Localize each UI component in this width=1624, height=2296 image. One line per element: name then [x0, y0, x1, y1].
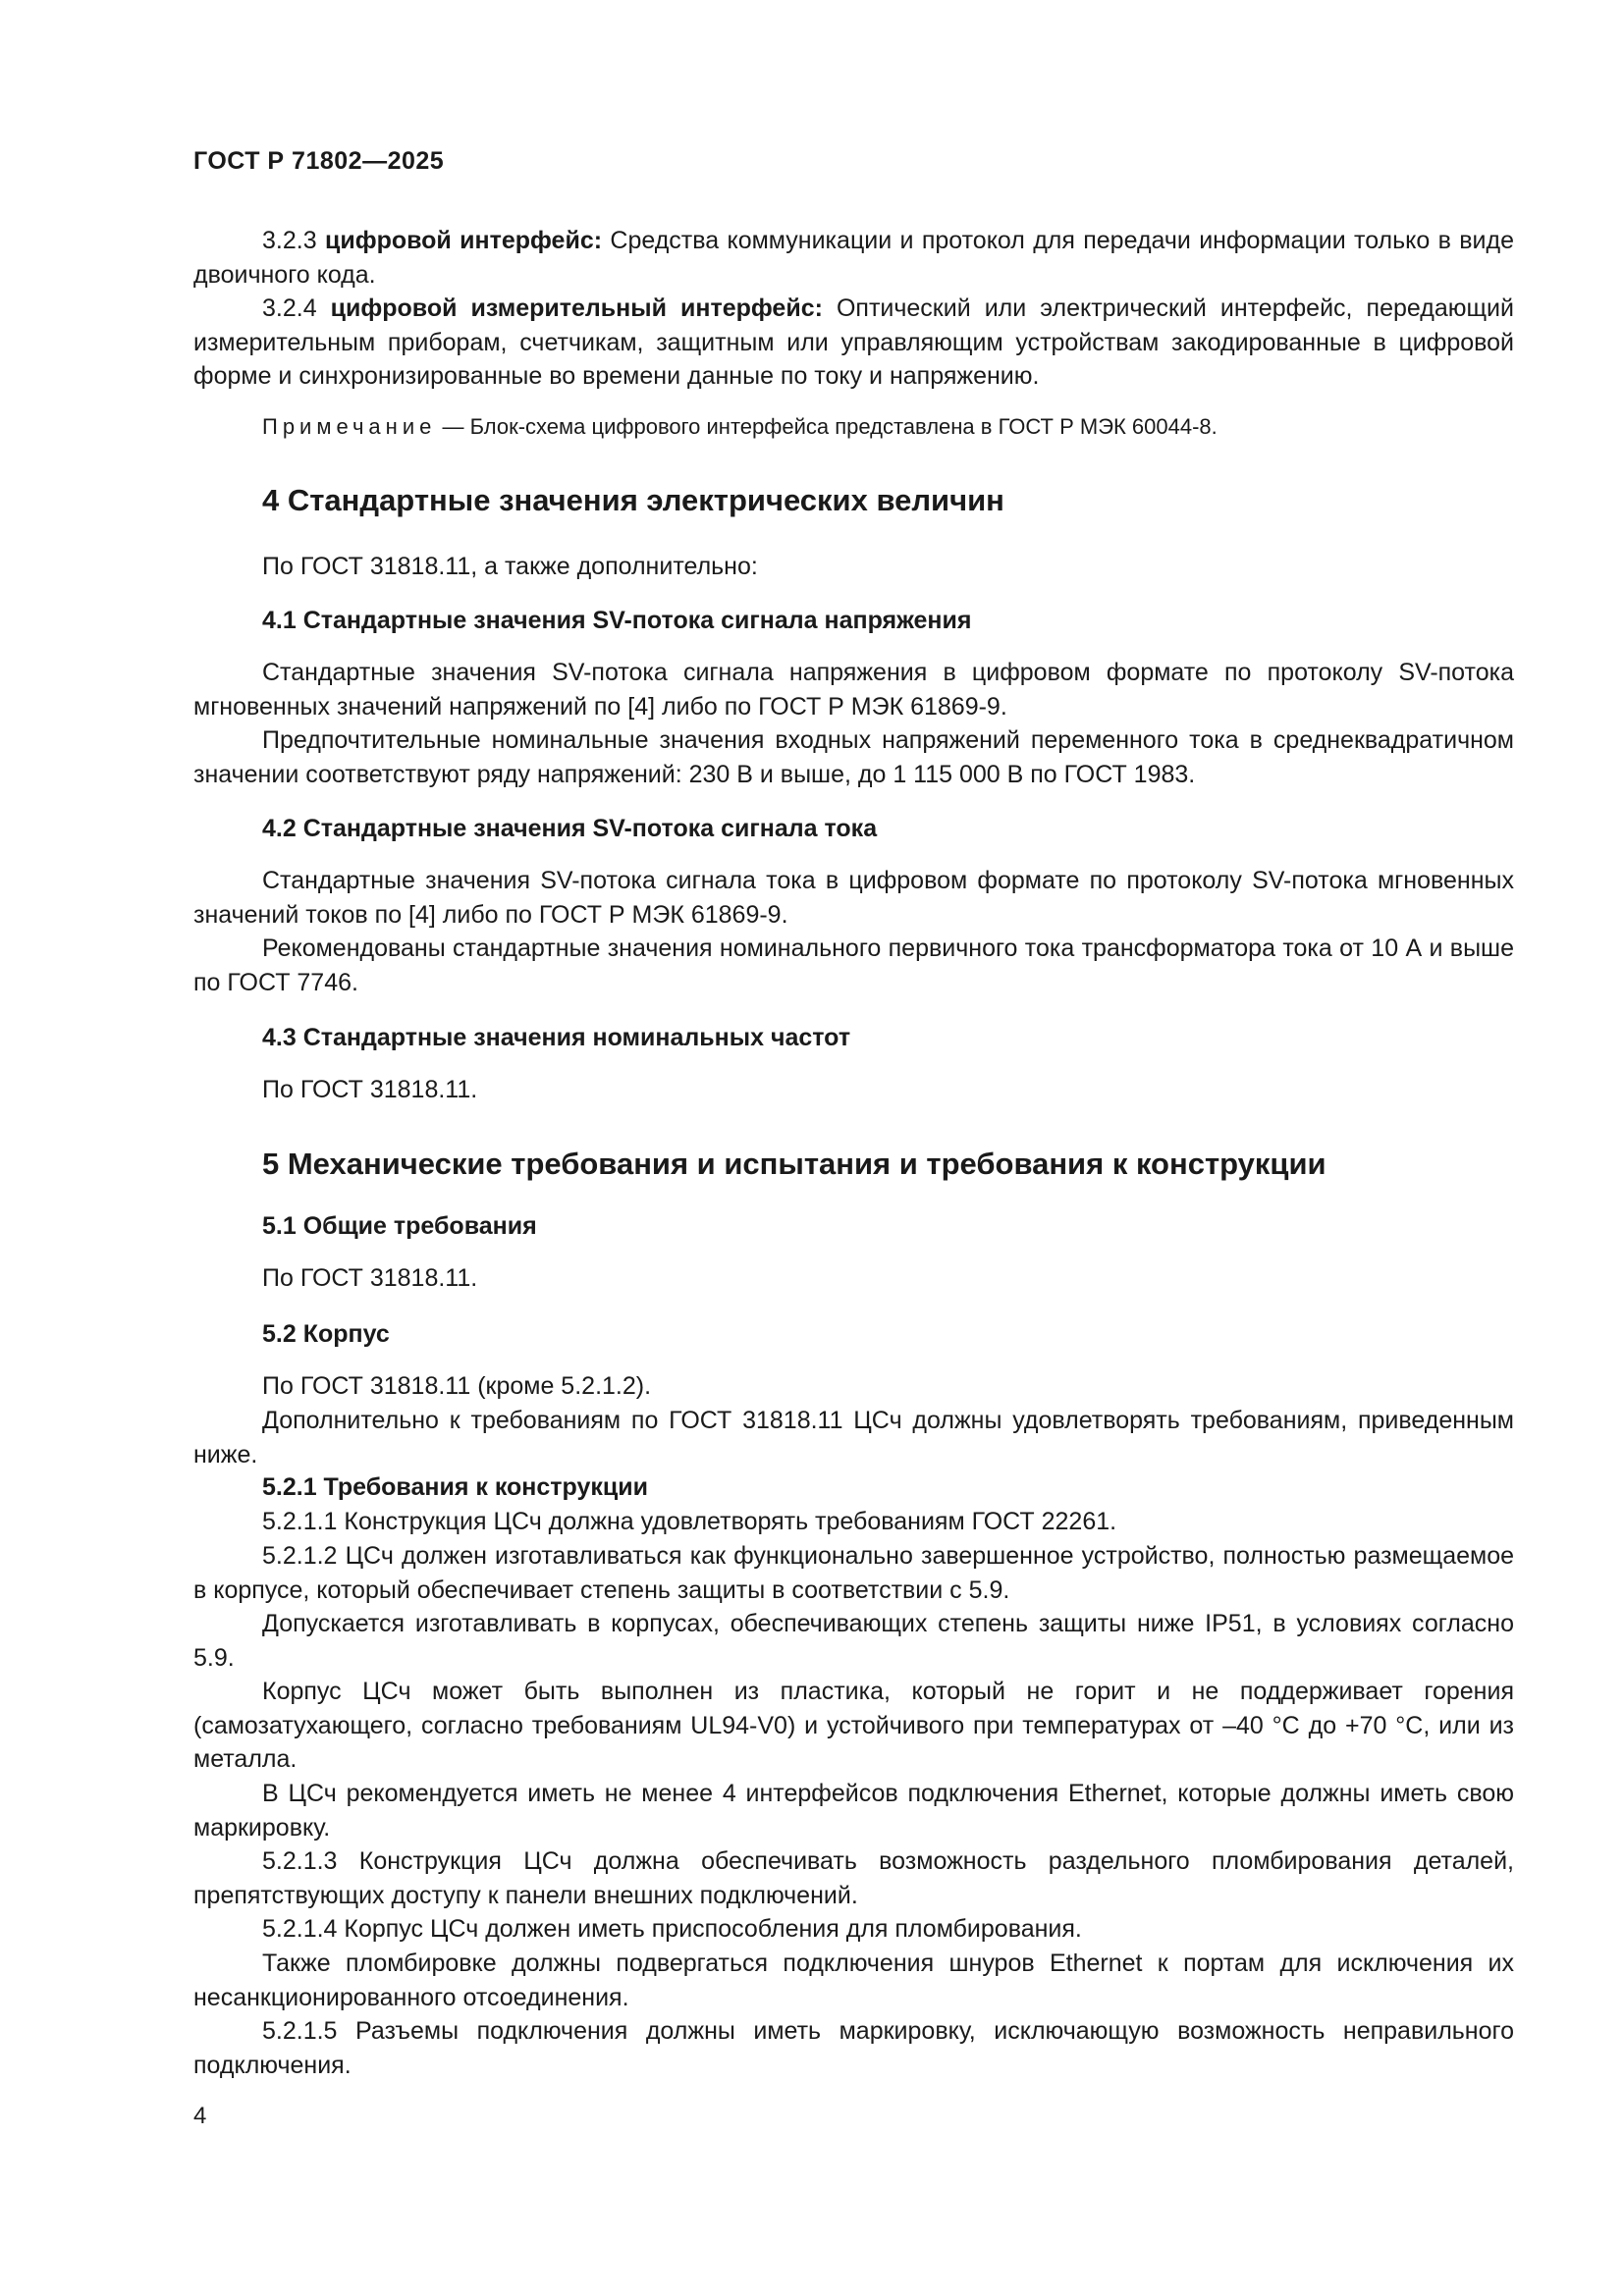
section-4-title: 4 Стандартные значения электрических величин	[262, 483, 1004, 517]
def-text: Оптический или электрический интерфейс, передающий измерительным приборам, счетчикам, защитным или управляющим устройствам закодированные в цифровой форме и синхронизированные во времени данные по току и напряжению.	[193, 294, 1514, 390]
para-5-2-1-2-d: В ЦСч рекомендуется иметь не менее 4 интерфейсов подключения Ethernet, которые должны иметь свою маркировку.	[193, 1780, 1514, 1842]
note	[193, 412, 1514, 442]
section-4-1-title: 4.1 Стандартные значения SV-потока сигнала напряжения	[262, 607, 972, 634]
para-5-2-1-4: 5.2.1.4 Корпус ЦСч должен иметь приспособления для пломбирования.	[262, 1915, 1082, 1943]
para-5-2-1-3: 5.2.1.3 Конструкция ЦСч должна обеспечивать возможность раздельного пломбирования деталей, препятствующих доступу к панели внешних подключений.	[193, 1847, 1514, 1909]
def-term: цифровой измерительный интерфейс:	[330, 294, 823, 322]
section-4-2-p2: Рекомендованы стандартные значения номинального первичного тока трансформатора тока от 10 А и выше по ГОСТ 7746.	[193, 934, 1514, 996]
def-text: Средства коммуникации и протокол для передачи информации только в виде двоичного кода.	[193, 227, 1514, 289]
document-header: ГОСТ Р 71802—2025	[193, 147, 445, 175]
section-5-2-p1: По ГОСТ 31818.11 (кроме 5.2.1.2).	[262, 1372, 652, 1400]
def-number: 3.2.3	[262, 227, 317, 254]
section-5-1-title: 5.1 Общие требования	[262, 1212, 537, 1240]
section-4-intro: По ГОСТ 31818.11, а также дополнительно:	[262, 553, 758, 580]
para-5-2-1-5: 5.2.1.5 Разъемы подключения должны иметь маркировку, исключающую возможность неправильного подключения.	[193, 2017, 1514, 2079]
para-5-2-1-2: 5.2.1.2 ЦСч должен изготавливаться как функционально завершенное устройство, полностью размещаемое в корпусе, который обеспечивает степень защиты в соответствии с 5.9.	[193, 1542, 1514, 1604]
para-5-2-1-2-c: Корпус ЦСч может быть выполнен из пластика, который не горит и не поддерживает горения (самозатухающего, согласно требованиям UL94-V0) и устойчивого при температурах от –40 °С до +70 °С, или из металла.	[193, 1678, 1514, 1773]
section-4-3-p1: По ГОСТ 31818.11.	[262, 1076, 478, 1103]
section-5-title: 5 Механические требования и испытания и требования к конструкции	[262, 1147, 1326, 1181]
definition-3-2-3	[193, 224, 1514, 292]
page-number: 4	[193, 2103, 207, 2129]
section-4-2-title: 4.2 Стандартные значения SV-потока сигнала тока	[262, 815, 878, 842]
section-5-2-p2: Дополнительно к требованиям по ГОСТ 31818.11 ЦСч должны удовлетворять требованиям, приведенным ниже.	[193, 1407, 1514, 1468]
para-5-2-1-1: 5.2.1.1 Конструкция ЦСч должна удовлетворять требованиям ГОСТ 22261.	[262, 1508, 1117, 1535]
def-term: цифровой интерфейс:	[324, 227, 603, 254]
note-label: Примечание	[262, 414, 437, 439]
section-4-2-p1: Стандартные значения SV-потока сигнала тока в цифровом формате по протоколу SV-потока мгновенных значений токов по [4] либо по ГОСТ Р МЭК 61869-9.	[193, 867, 1514, 929]
def-number: 3.2.4	[262, 294, 317, 322]
section-5-2-1-title: 5.2.1 Требования к конструкции	[262, 1473, 648, 1501]
para-5-2-1-4-b: Также пломбировке должны подвергаться подключения шнуров Ethernet к портам для исключения их несанкционированного отсоединения.	[193, 1949, 1514, 2011]
para-5-2-1-2-b: Допускается изготавливать в корпусах, обеспечивающих степень защиты ниже IP51, в условиях согласно 5.9.	[193, 1610, 1514, 1672]
definition-3-2-4	[193, 292, 1514, 394]
section-4-1-p2: Предпочтительные номинальные значения входных напряжений переменного тока в среднеквадратичном значении соответствуют ряду напряжений: 230 В и выше, до 1 115 000 В по ГОСТ 1983.	[193, 726, 1514, 788]
section-4-1-p1: Стандартные значения SV-потока сигнала напряжения в цифровом формате по протоколу SV-потока мгновенных значений напряжений по [4] либо по ГОСТ Р МЭК 61869-9.	[193, 659, 1514, 721]
section-5-2-title: 5.2 Корпус	[262, 1320, 390, 1348]
section-5-1-p1: По ГОСТ 31818.11.	[262, 1264, 478, 1292]
note-text: — Блок-схема цифрового интерфейса представлена в ГОСТ Р МЭК 60044-8.	[436, 414, 1218, 439]
section-4-3-title: 4.3 Стандартные значения номинальных частот	[262, 1024, 851, 1051]
